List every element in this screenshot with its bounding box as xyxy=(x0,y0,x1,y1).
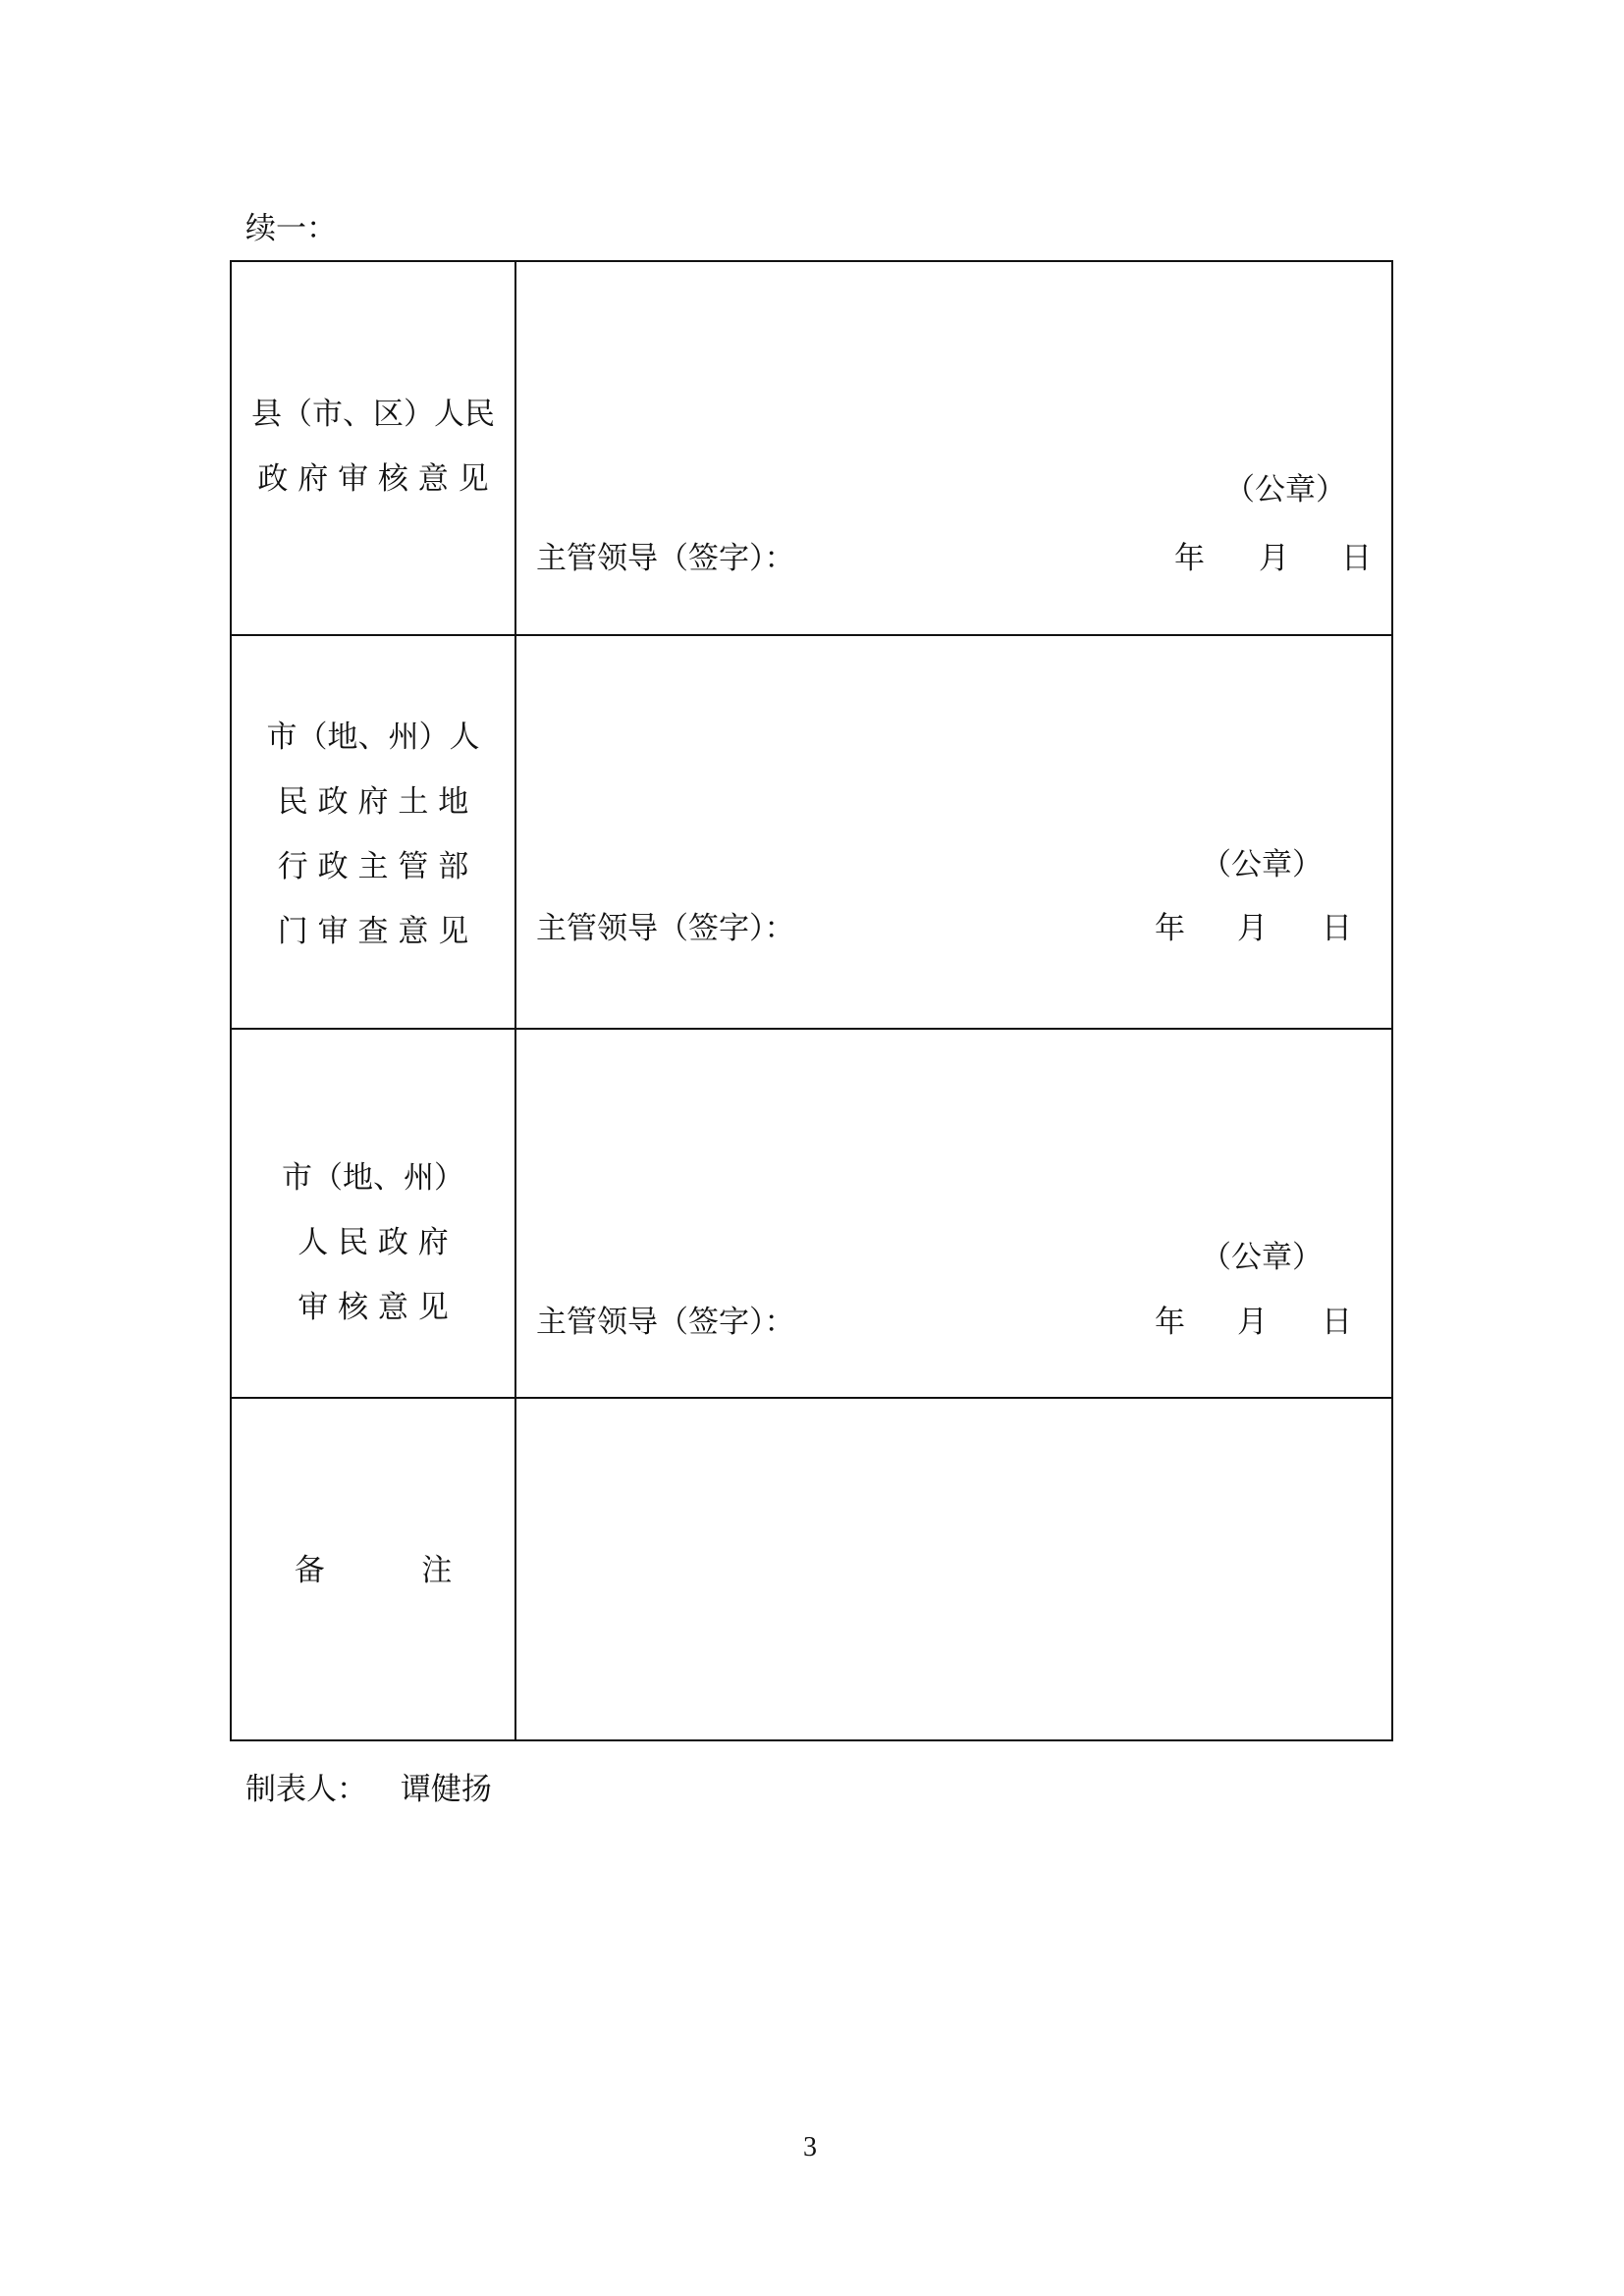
date-year: 年 xyxy=(1155,911,1185,946)
date-month: 月 xyxy=(1259,541,1289,576)
row-label xyxy=(232,705,514,964)
label-line: 市（地、州）人 xyxy=(266,720,480,755)
label-line: 行 政 主 管 部 xyxy=(277,849,469,884)
opinion-cell[interactable] xyxy=(516,636,1391,1028)
date-year: 年 xyxy=(1174,541,1205,576)
label-line: 民 政 府 土 地 xyxy=(277,784,469,820)
approval-table xyxy=(230,260,1393,1741)
signature-label: 主管领导（签字）： xyxy=(536,541,795,576)
date-day: 日 xyxy=(1322,911,1352,946)
label-line: 门 审 查 意 见 xyxy=(277,914,469,949)
opinion-cell[interactable] xyxy=(516,1030,1391,1397)
continuation-label: 续一： xyxy=(245,211,337,246)
date-field xyxy=(1155,1297,1352,1340)
row-label-cell xyxy=(232,262,516,634)
label-line: 审 核 意 见 xyxy=(298,1290,449,1325)
label-line: 政 府 审 核 意 见 xyxy=(257,461,489,497)
date-month: 月 xyxy=(1237,1305,1268,1340)
remarks-cell[interactable] xyxy=(516,1399,1391,1739)
preparer-name: 谭健扬 xyxy=(400,1772,492,1807)
row-label-cell xyxy=(232,1030,516,1397)
label-line: 县（市、区）人民 xyxy=(251,397,495,432)
row-label xyxy=(232,382,514,511)
date-field xyxy=(1174,533,1372,576)
seal-label: （公章） xyxy=(1201,1240,1323,1275)
label-line: 备 注 xyxy=(294,1553,453,1588)
date-field xyxy=(1155,903,1352,946)
row-label-cell xyxy=(232,636,516,1028)
signature-label: 主管领导（签字）： xyxy=(536,1305,795,1340)
date-month: 月 xyxy=(1237,911,1268,946)
table-row-county-review xyxy=(232,262,1391,634)
preparer-label: 制表人： xyxy=(245,1772,367,1807)
label-line: 市（地、州） xyxy=(282,1160,464,1196)
date-year: 年 xyxy=(1155,1305,1185,1340)
label-line: 人 民 政 府 xyxy=(298,1225,449,1260)
preparer-line xyxy=(245,1764,492,1808)
row-label-cell xyxy=(232,1399,516,1739)
table-row-land-dept-review xyxy=(232,634,1391,1028)
seal-label: （公章） xyxy=(1224,472,1346,507)
row-label xyxy=(232,1538,514,1603)
table-row-city-review xyxy=(232,1028,1391,1397)
date-day: 日 xyxy=(1322,1305,1352,1340)
signature-label: 主管领导（签字）： xyxy=(536,911,795,946)
date-day: 日 xyxy=(1341,541,1372,576)
table-row-remarks xyxy=(232,1397,1391,1739)
opinion-cell[interactable] xyxy=(516,262,1391,634)
seal-label: （公章） xyxy=(1201,847,1323,882)
row-label xyxy=(232,1146,514,1340)
page-number: 3 xyxy=(803,2132,817,2163)
